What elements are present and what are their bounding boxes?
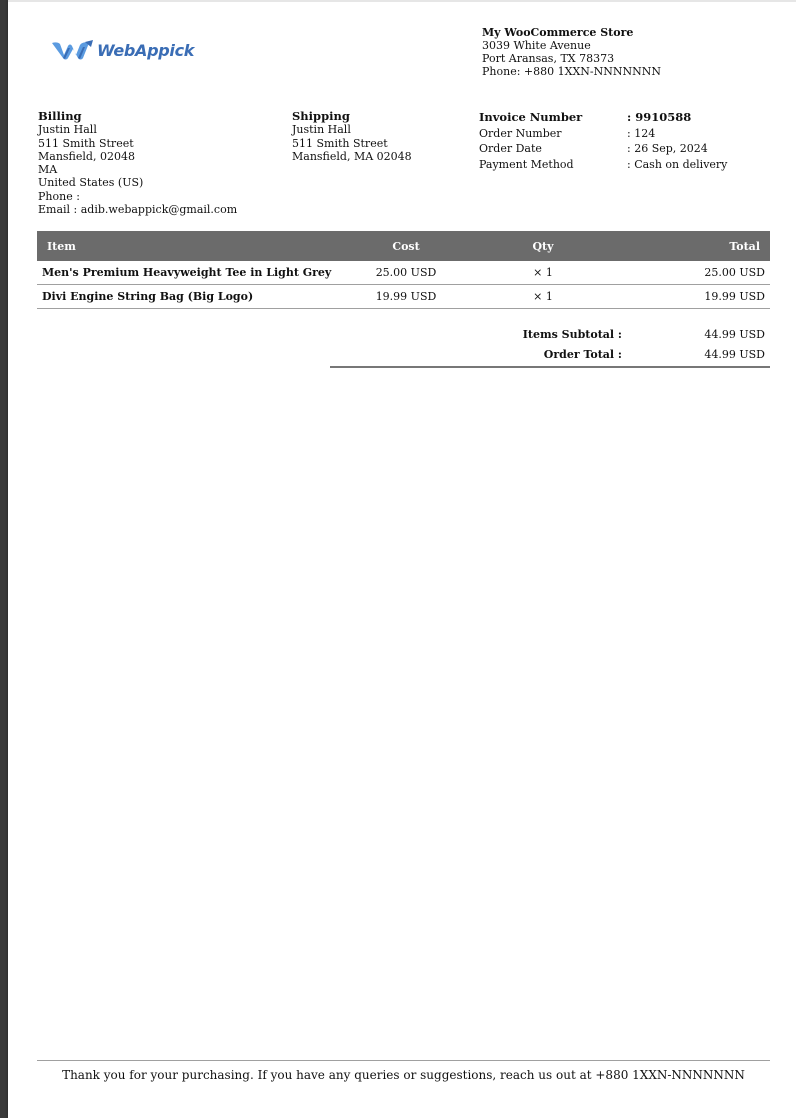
store-address-line-1: 3039 White Avenue <box>482 39 591 52</box>
shipping-street: 511 Smith Street <box>292 136 388 150</box>
page-top-edge <box>8 0 796 2</box>
header-cost: Cost <box>340 231 472 261</box>
payment-method-label: Payment Method <box>479 157 574 171</box>
row-item-cost: 25.00 USD <box>340 261 472 285</box>
header-qty: Qty <box>472 231 614 261</box>
invoice-meta <box>479 110 727 172</box>
row-item-qty: × 1 <box>472 285 614 309</box>
header-item: Item <box>37 231 340 261</box>
billing-name: Justin Hall <box>38 123 97 137</box>
billing-country: United States (US) <box>38 176 144 190</box>
billing-phone: Phone : <box>38 189 80 203</box>
order-number-row <box>479 126 727 142</box>
row-item-total: 25.00 USD <box>614 261 770 285</box>
shipping-address <box>292 110 412 163</box>
shipping-heading: Shipping <box>292 109 350 123</box>
webappick-logo-icon <box>51 38 95 62</box>
table-header-row <box>37 231 770 261</box>
store-info <box>482 26 661 78</box>
invoice-number-row <box>479 110 727 126</box>
billing-heading: Billing <box>38 109 82 123</box>
invoice-number-label: Invoice Number <box>479 110 583 124</box>
store-name: My WooCommerce Store <box>482 26 634 39</box>
items-subtotal-label: Items Subtotal : <box>522 327 622 341</box>
store-address-line-2: Port Aransas, TX 78373 <box>482 52 615 65</box>
row-item-total: 19.99 USD <box>614 285 770 309</box>
payment-method-value: : Cash on delivery <box>627 157 728 171</box>
row-item-cost: 19.99 USD <box>340 285 472 309</box>
order-total-row <box>330 344 770 364</box>
order-total-value: 44.99 USD <box>704 347 765 361</box>
billing-state: MA <box>38 163 58 177</box>
invoice-page <box>8 0 796 1118</box>
order-items-table <box>37 231 770 309</box>
order-number-label: Order Number <box>479 126 562 140</box>
store-phone: Phone: +880 1XXN-NNNNNNN <box>482 65 661 78</box>
billing-address <box>38 110 237 216</box>
row-item-name: Divi Engine String Bag (Big Logo) <box>37 285 340 309</box>
billing-street: 511 Smith Street <box>38 136 134 150</box>
totals-divider <box>330 366 770 368</box>
company-logo <box>51 38 194 62</box>
order-date-row <box>479 141 727 157</box>
order-date-value: : 26 Sep, 2024 <box>627 142 708 155</box>
shipping-name: Justin Hall <box>292 123 351 137</box>
header-total: Total <box>614 231 770 261</box>
items-subtotal-row <box>330 324 770 344</box>
footer-divider <box>37 1060 770 1061</box>
billing-city: Mansfield, 02048 <box>38 149 135 163</box>
logo-wordmark: WebAppick <box>97 40 195 60</box>
row-item-qty: × 1 <box>472 261 614 285</box>
order-total-label: Order Total : <box>543 347 622 361</box>
order-totals <box>330 324 770 368</box>
row-item-name: Men's Premium Heavyweight Tee in Light Grey <box>37 261 340 285</box>
shipping-city: Mansfield, MA 02048 <box>292 149 412 163</box>
table-row <box>37 261 770 285</box>
footer-message: Thank you for your purchasing. If you have any queries or suggestions, reach us out at +880 1XXN-NNNNNNN <box>62 1068 745 1082</box>
order-number-value: : 124 <box>627 126 656 140</box>
items-subtotal-value: 44.99 USD <box>704 327 765 341</box>
billing-email: Email : adib.webappick@gmail.com <box>38 203 238 217</box>
table-row <box>37 285 770 309</box>
order-date-label: Order Date <box>479 142 542 155</box>
invoice-number-value: : 9910588 <box>627 110 692 124</box>
payment-method-row <box>479 157 727 173</box>
